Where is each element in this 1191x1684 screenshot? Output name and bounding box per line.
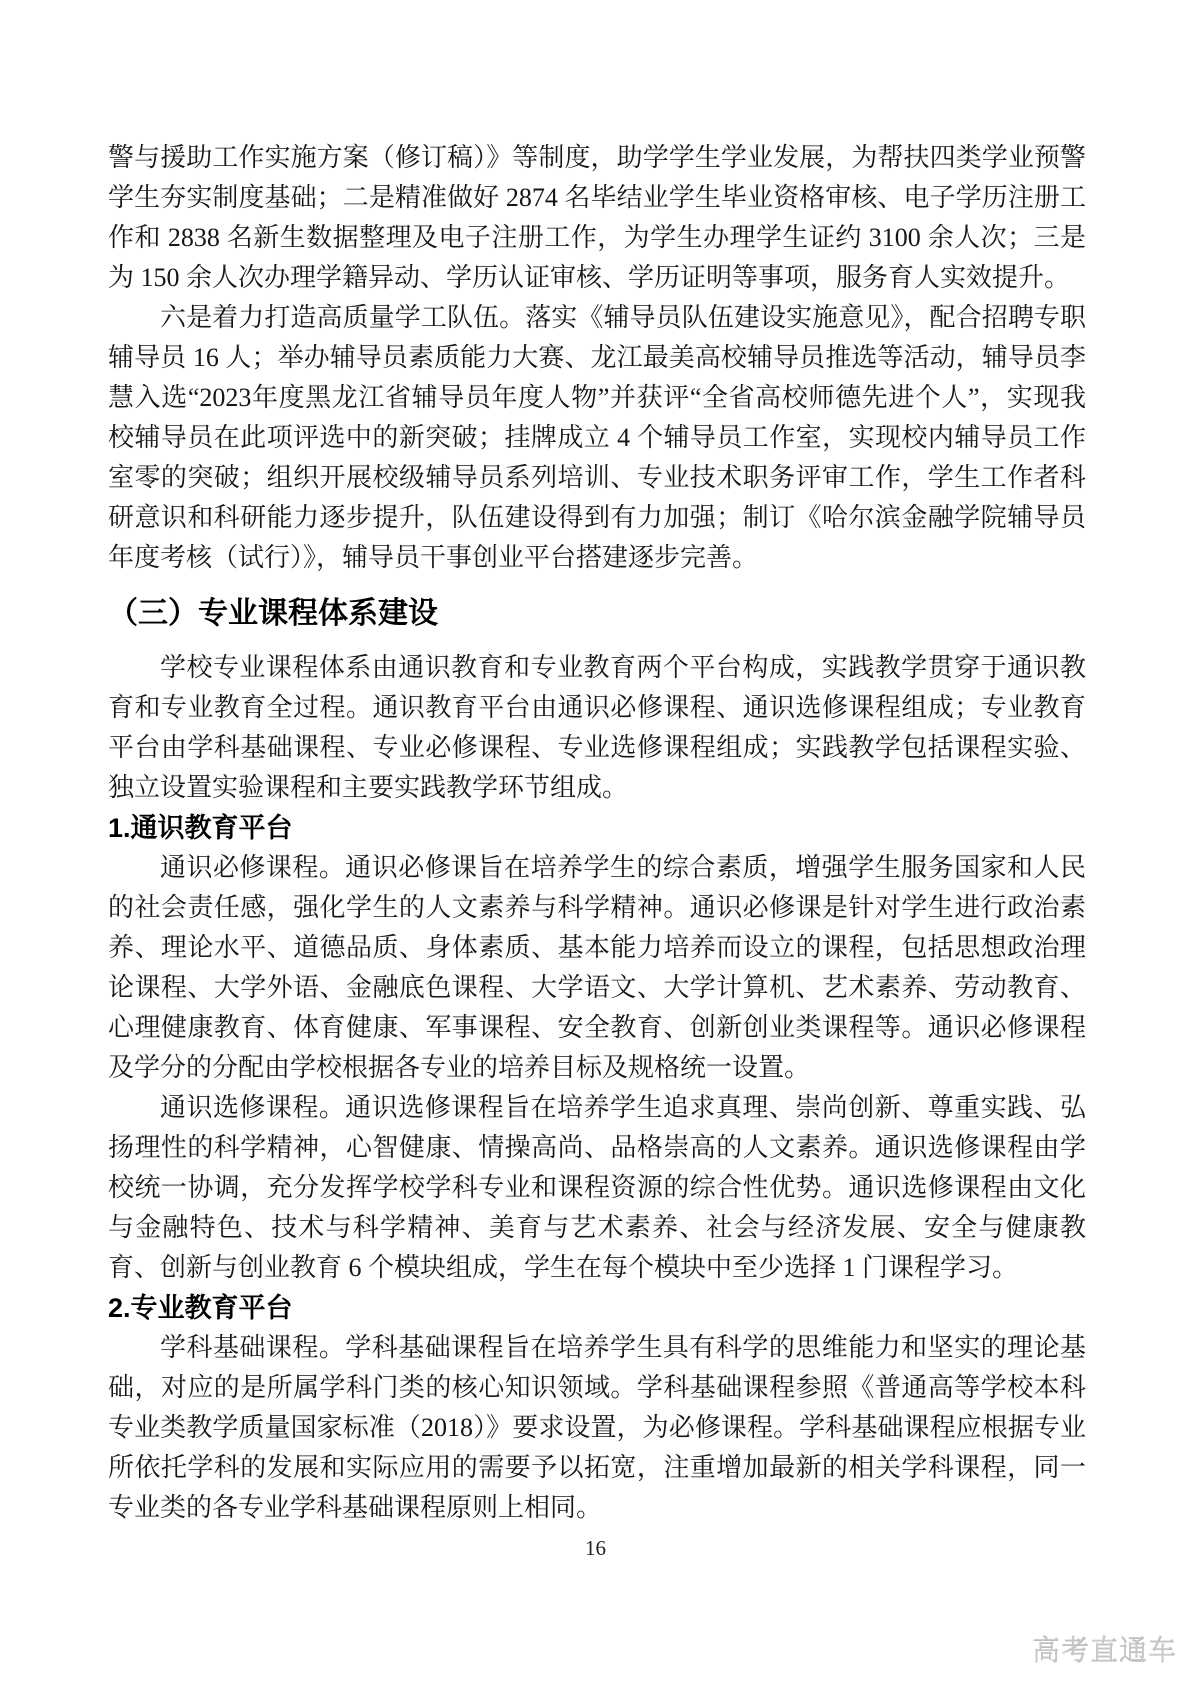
paragraph-discipline-foundation-courses: 学科基础课程。学科基础课程旨在培养学生具有科学的思维能力和坚实的理论基础，对应的是所属学科门类的核心知识领域。学科基础课程参照《普通高等学校本科专业类教学质量国家标准（2018）》要求设置，为必修课程。学科基础课程应根据专业所依托学科的发展和实际应用的需要予以拓宽，注重增加最新的相关学科课程，同一专业类的各专业学科基础课程原则上相同。 [108, 1333, 1086, 1522]
paragraph-academic-records: 警与援助工作实施方案（修订稿）》等制度，助学学生学业发展，为帮扶四类学业预警学生夯实制度基础；二是精准做好 2874 名毕结业学生毕业资格审核、电子学历注册工作和 2838 名新生数据整理及电子注册工作，为学生办理学生证约 3100 余人次；三是为 150 余人次办理学籍异动、学历认证审核、学历证明等事项，服务育人实效提升。 [108, 143, 1086, 292]
paragraph-general-elective-courses: 通识选修课程。通识选修课程旨在培养学生追求真理、崇尚创新、尊重实践、弘扬理性的科学精神，心智健康、情操高尚、品格崇高的人文素养。通识选修课程由学校统一协调，充分发挥学校学科专业和课程资源的综合性优势。通识选修课程由文化与金融特色、技术与科学精神、美育与艺术素养、社会与经济发展、安全与健康教育、创新与创业教育 6 个模块组成，学生在每个模块中至少选择 1 门课程学习。 [108, 1093, 1086, 1282]
heading-general-education-platform: 1.通识教育平台 [108, 813, 293, 843]
heading-professional-education-platform: 2.专业教育平台 [108, 1293, 293, 1323]
paragraph-course-system-overview: 学校专业课程体系由通识教育和专业教育两个平台构成，实践教学贯穿于通识教育和专业教育全过程。通识教育平台由通识必修课程、通识选修课程组成；专业教育平台由学科基础课程、专业必修课程、专业选修课程组成；实践教学包括课程实验、独立设置实验课程和主要实践教学环节组成。 [108, 653, 1086, 802]
page-number: 16 [585, 1536, 606, 1560]
paragraph-general-required-courses: 通识必修课程。通识必修课旨在培养学生的综合素质，增强学生服务国家和人民的社会责任感，强化学生的人文素养与科学精神。通识必修课是针对学生进行政治素养、理论水平、道德品质、身体素质、基本能力培养而设立的课程，包括思想政治理论课程、大学外语、金融底色课程、大学语文、大学计算机、艺术素养、劳动教育、心理健康教育、体育健康、军事课程、安全教育、创新创业类课程等。通识必修课程及学分的分配由学校根据各专业的培养目标及规格统一设置。 [108, 853, 1086, 1082]
document-body [108, 138, 1086, 1528]
heading-section-3-course-system: （三）专业课程体系建设 [108, 597, 438, 630]
paragraph-counselor-team: 六是着力打造高质量学工队伍。落实《辅导员队伍建设实施意见》，配合招聘专职辅导员 16 人；举办辅导员素质能力大赛、龙江最美高校辅导员推选等活动，辅导员李慧入选“2023年度黑龙江省辅导员年度人物”并获评“全省高校师德先进个人”，实现我校辅导员在此项评选中的新突破；挂牌成立 4 个辅导员工作室，实现校内辅导员工作室零的突破；组织开展校级辅导员系列培训、专业技术职务评审工作，学生工作者科研意识和科研能力逐步提升，队伍建设得到有力加强；制订《哈尔滨金融学院辅导员年度考核（试行）》，辅导员干事创业平台搭建逐步完善。 [108, 303, 1086, 572]
watermark: 高考直通车 [1031, 1634, 1177, 1665]
